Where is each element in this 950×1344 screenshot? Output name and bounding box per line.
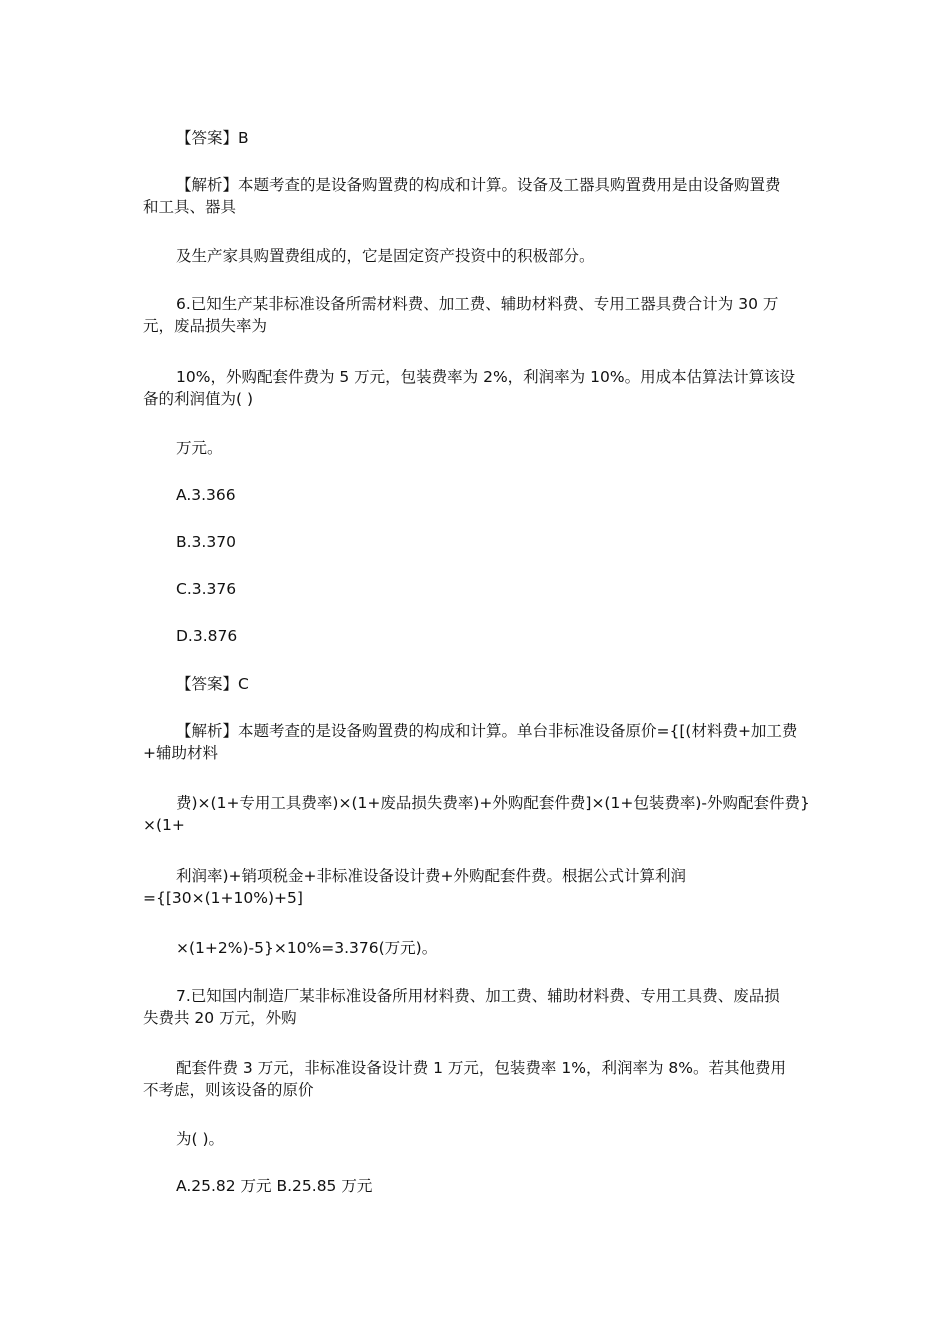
- text-line: 元，废品损失率为: [143, 317, 268, 335]
- text-line: +辅助材料: [143, 744, 218, 762]
- question-7-stem-part1: [143, 985, 811, 1029]
- text-line: 及生产家具购置费组成的，它是固定资产投资中的积极部分。: [176, 247, 595, 265]
- options-ab-q7: [143, 1175, 811, 1197]
- question-6-stem-part1: [143, 293, 811, 337]
- answer-label-q5: [143, 127, 811, 149]
- text-line: 【解析】本题考查的是设备购置费的构成和计算。单台非标准设备原价={[(材料费+加工费: [176, 722, 798, 740]
- text-line: ×(1+2%)-5}×10%=3.376(万元)。: [176, 939, 438, 957]
- text-line: B.3.370: [176, 533, 236, 551]
- option-b-q6: [143, 531, 811, 553]
- option-d-q6: [143, 625, 811, 647]
- text-line: 配套件费 3 万元，非标准设备设计费 1 万元，包装费率 1%，利润率为 8%。若其他费用: [176, 1059, 786, 1077]
- question-7-stem-part2: [143, 1057, 811, 1101]
- text-line: 万元。: [176, 439, 223, 457]
- explanation-q5-part1: [143, 174, 811, 218]
- text-line: 利润率)+销项税金+非标准设备设计费+外购配套件费。根据公式计算利润: [176, 867, 687, 885]
- option-a-q6: [143, 484, 811, 506]
- question-6-stem-part3: [143, 437, 811, 459]
- explanation-q6-part3: [143, 865, 811, 909]
- text-line: 【答案】B: [176, 129, 249, 147]
- text-line: D.3.876: [176, 627, 238, 645]
- text-line: C.3.376: [176, 580, 237, 598]
- text-line: 备的利润值为( ): [143, 390, 254, 408]
- text-line: 10%，外购配套件费为 5 万元，包装费率为 2%，利润率为 10%。用成本估算法计算该设: [176, 368, 796, 386]
- explanation-q6-part4: [143, 937, 811, 959]
- text-line: 6.已知生产某非标准设备所需材料费、加工费、辅助材料费、专用工器具费合计为 30 万: [176, 295, 779, 313]
- text-line: 不考虑，则该设备的原价: [143, 1081, 314, 1099]
- explanation-q5-part2: [143, 245, 811, 267]
- text-line: 【解析】本题考查的是设备购置费的构成和计算。设备及工器具购置费用是由设备购置费: [176, 176, 781, 194]
- text-line: A.3.366: [176, 486, 236, 504]
- text-line: ×(1+: [143, 816, 185, 834]
- text-line: 和工具、器具: [143, 198, 237, 216]
- text-line: 费)×(1+专用工具费率)×(1+废品损失费率)+外购配套件费]×(1+包装费率)-外购配套件费}: [176, 794, 810, 812]
- text-line: A.25.82 万元 B.25.85 万元: [176, 1177, 373, 1195]
- text-line: 失费共 20 万元，外购: [143, 1009, 297, 1027]
- text-line: 【答案】C: [176, 675, 249, 693]
- explanation-q6-part1: [143, 720, 811, 764]
- option-c-q6: [143, 578, 811, 600]
- text-line: ={[30×(1+10%)+5]: [143, 889, 303, 907]
- question-7-stem-part3: [143, 1128, 811, 1150]
- explanation-q6-part2: [143, 792, 811, 836]
- answer-label-q6: [143, 673, 811, 695]
- question-6-stem-part2: [143, 366, 811, 410]
- text-line: 为( )。: [176, 1130, 225, 1148]
- text-line: 7.已知国内制造厂某非标准设备所用材料费、加工费、辅助材料费、专用工具费、废品损: [176, 987, 780, 1005]
